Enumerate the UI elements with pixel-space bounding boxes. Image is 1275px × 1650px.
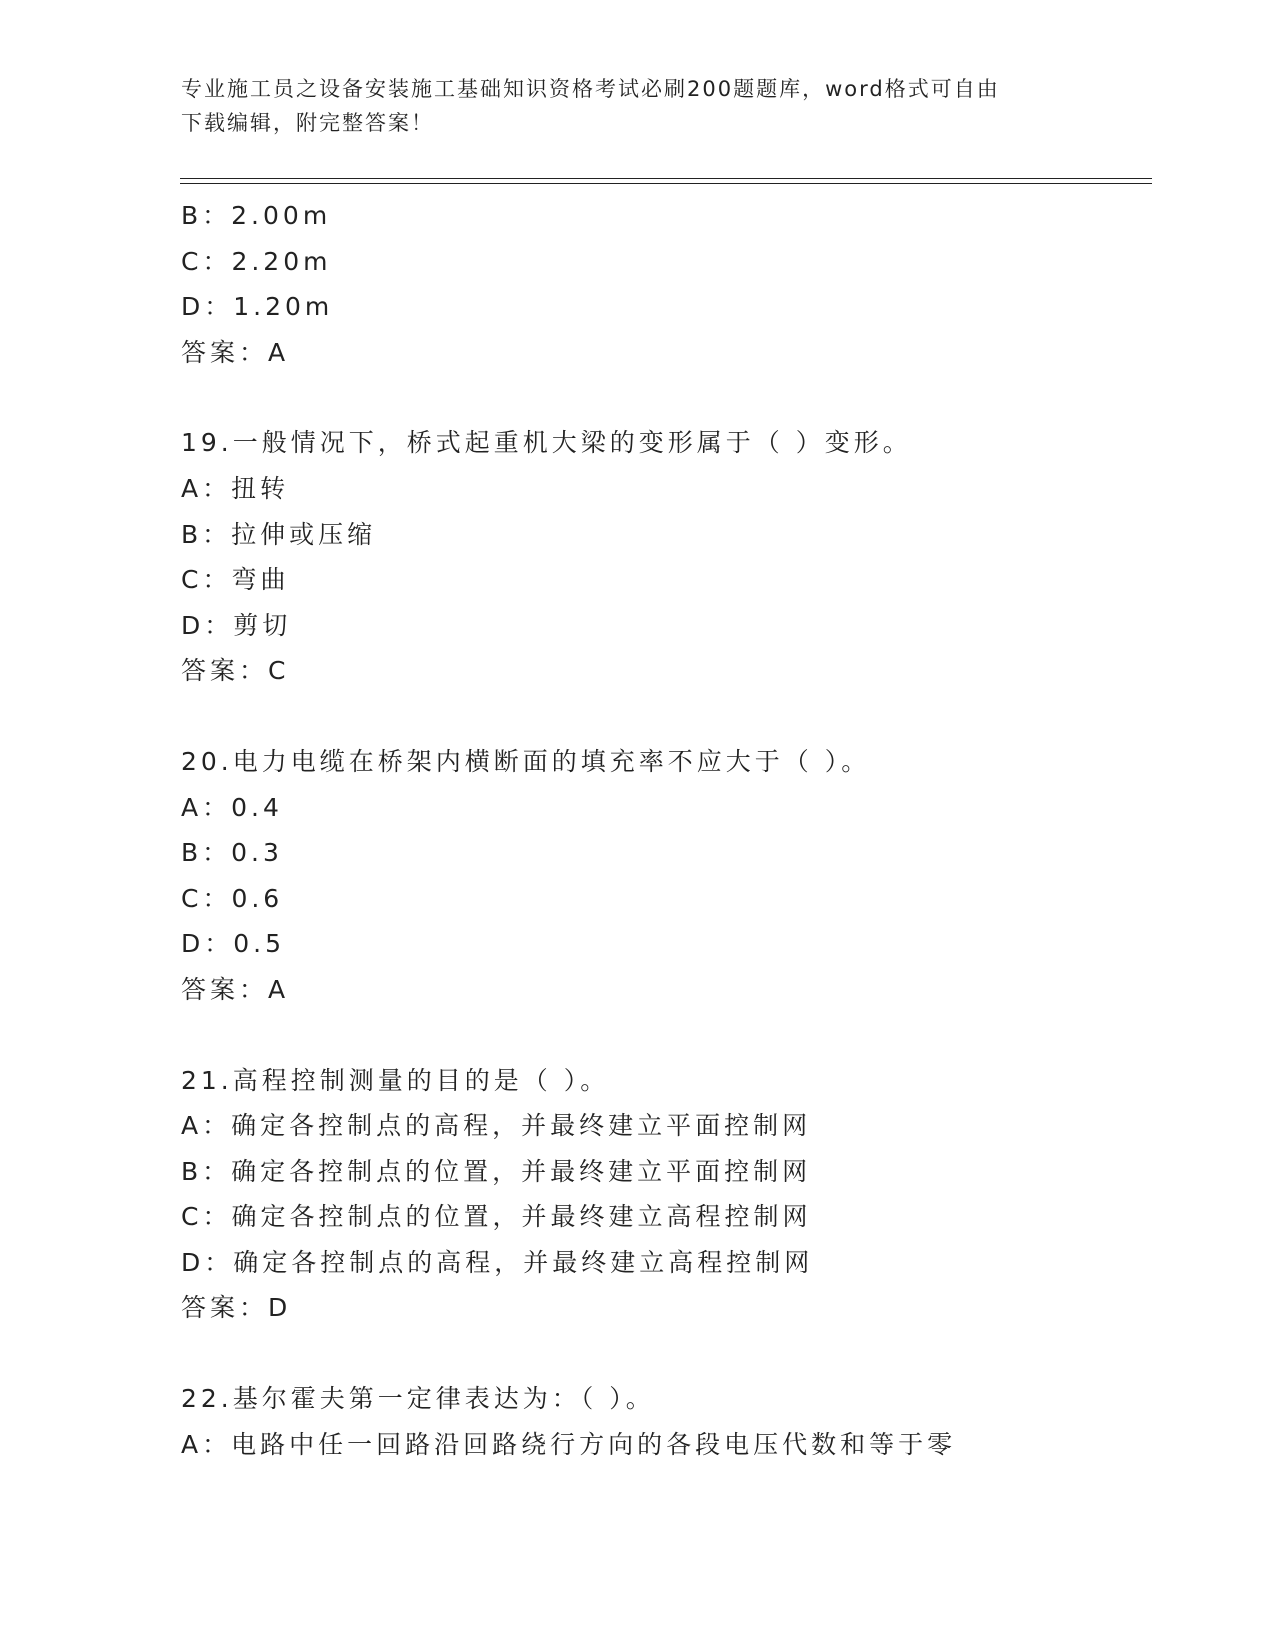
option-a: A：电路中任一回路沿回路绕行方向的各段电压代数和等于零 [181,1429,957,1459]
question-block-21 [181,1058,1181,1332]
option-d: D：剪切 [181,610,292,640]
option-c: C：弯曲 [181,565,290,595]
header-title-line-2: 下载编辑，附完整答案！ [181,111,434,135]
question-text: 20.电力电缆在桥架内横断面的填充率不应大于（ ）。 [181,746,871,776]
question-block-18 [181,193,1181,375]
document-header [181,72,1061,140]
question-block-19 [181,420,1181,694]
question-block-22 [181,1376,1181,1467]
option-b: B：2.00m [181,201,332,230]
option-a: A：0.4 [181,792,283,822]
option-a: A：扭转 [181,473,290,503]
header-divider [180,178,1152,184]
answer-line: 答案：A [181,974,290,1004]
option-a: A：确定各控制点的高程，并最终建立平面控制网 [181,1111,812,1141]
option-d: D：1.20m [181,292,334,322]
question-block-20 [181,739,1181,1013]
option-b: B：确定各控制点的位置，并最终建立平面控制网 [181,1156,812,1186]
answer-line: 答案：A [181,337,290,367]
option-d: D：0.5 [181,929,286,959]
question-text: 22.基尔霍夫第一定律表达为：（ ）。 [181,1384,655,1414]
answer-line: 答案：C [181,656,290,686]
option-c: C：0.6 [181,883,284,913]
question-list [181,193,1181,1512]
question-text: 21.高程控制测量的目的是（ ）。 [181,1065,610,1095]
option-b: B：0.3 [181,838,283,868]
answer-line: 答案：D [181,1293,292,1323]
option-b: B：拉伸或压缩 [181,519,377,549]
option-c: C：确定各控制点的位置，并最终建立高程控制网 [181,1202,812,1232]
header-title-line-1: 专业施工员之设备安装施工基础知识资格考试必刷200题题库，word格式可自由 [181,77,1000,101]
option-c: C：2.20m [181,246,332,276]
question-text: 19.一般情况下，桥式起重机大梁的变形属于（ ）变形。 [181,428,912,458]
option-d: D：确定各控制点的高程，并最终建立高程控制网 [181,1247,814,1277]
